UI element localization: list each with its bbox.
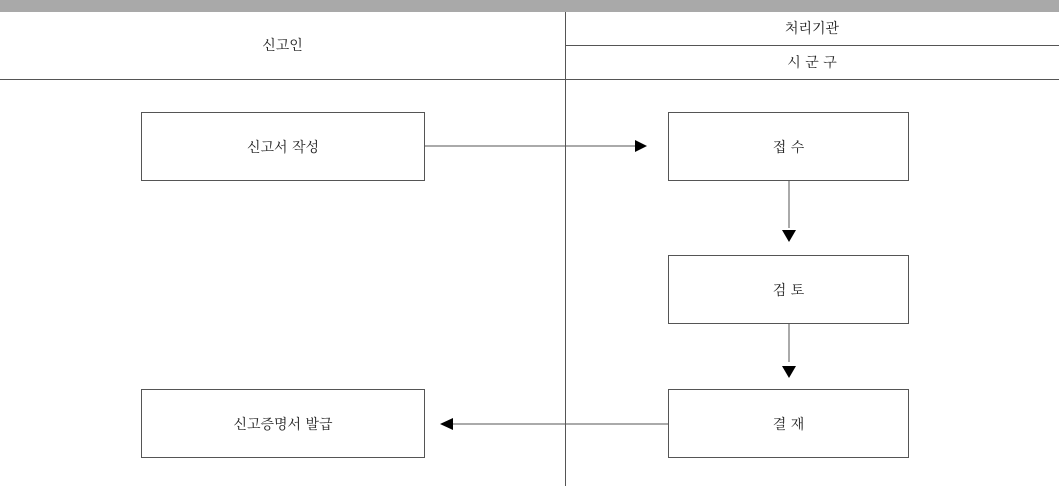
step-receipt-label: 접 수	[772, 139, 805, 156]
agency-header: 처리기관	[784, 21, 840, 37]
step-issue-certificate-label: 신고증명서 발급	[233, 416, 333, 433]
arrowhead-right-icon	[635, 140, 647, 152]
step-write-report-label: 신고서 작성	[246, 139, 320, 156]
arrowhead-left-icon	[440, 418, 453, 430]
agency-subheader: 시 군 구	[787, 55, 837, 71]
arrowhead-down-icon	[782, 366, 796, 378]
step-approval-label: 결 재	[772, 416, 805, 433]
applicant-header: 신고인	[262, 38, 303, 54]
arrowhead-down-icon	[782, 230, 796, 242]
step-review-label: 검 토	[772, 282, 805, 299]
